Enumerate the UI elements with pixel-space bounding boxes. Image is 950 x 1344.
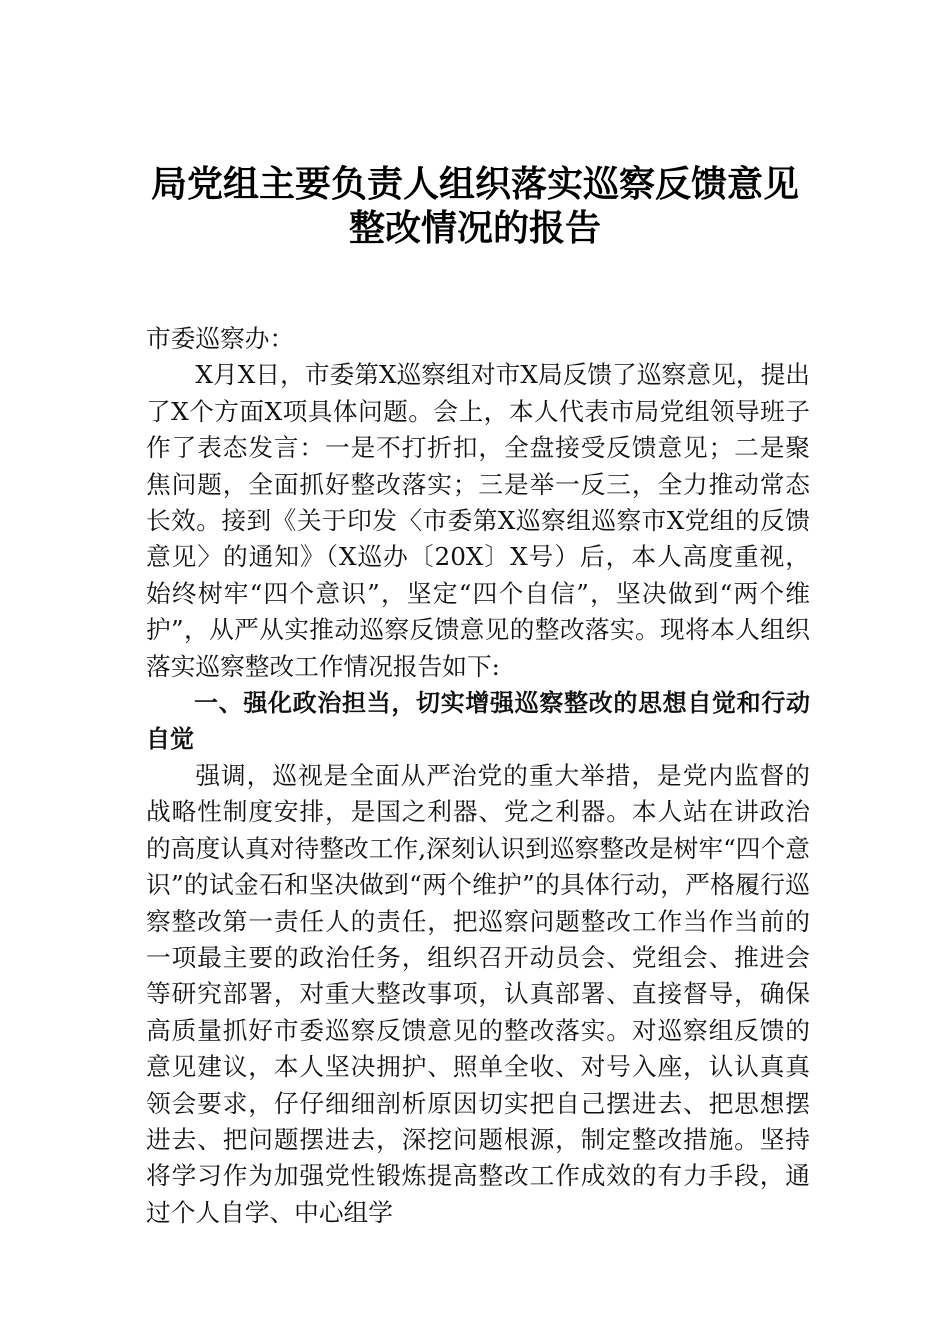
document-title-line-2: 整改情况的报告 [348,207,601,249]
paragraph-intro: X月X日，市委第X巡察组对市X局反馈了巡察意见，提出了X个方面X项具体问题。会上，本人代表市局党组领导班子作了表态发言：一是不打折扣，全盘接受反馈意见；二是聚焦问题，全面抓好整改落实；三是举一反三，全力推动常态长效。接到《关于印发〈市委第X巡察组巡察市X党组的反馈意见〉的通知》（X巡办〔20X〕X号）后，本人高度重视，始终树牢“四个意识”，坚定“四个自信”，坚决做到“两个维护”，从严从实推动巡察反馈意见的整改落实。现将本人组织落实巡察整改工作情况报告如下: [146,360,810,681]
document-title-line-1: 局党组主要负责人组织落实巡察反馈意见 [150,163,799,205]
document-body [146,321,810,1231]
paragraph-section-1: 强调，巡视是全面从严治党的重大举措，是党内监督的战略性制度安排，是国之利器、党之利器。本人站在讲政治的高度认真对待整改工作,深刻认识到巡察整改是树牢“四个意识”的试金石和坚决做到“两个维护”的具体行动，严格履行巡察整改第一责任人的责任，把巡察问题整改工作当作当前的一项最主要的政治任务，组织召开动员会、党组会、推进会等研究部署，对重大整改事项，认真部署、直接督导，确保高质量抓好市委巡察反馈意见的整改落实。对巡察组反馈的意见建议，本人坚决拥护、照单全收、对号入座，认认真真领会要求，仔仔细细剖析原因切实把自己摆进去、把思想摆进去、把问题摆进去，深挖问题根源，制定整改措施。坚持将学习作为加强党性锻炼提高整改工作成效的有力手段，通过个人自学、中心组学 [146,760,810,1227]
section-heading-1: 一、强化政治担当，切实增强巡察整改的思想自觉和行动自觉 [146,689,810,754]
salutation: 市委巡察办： [146,324,295,353]
